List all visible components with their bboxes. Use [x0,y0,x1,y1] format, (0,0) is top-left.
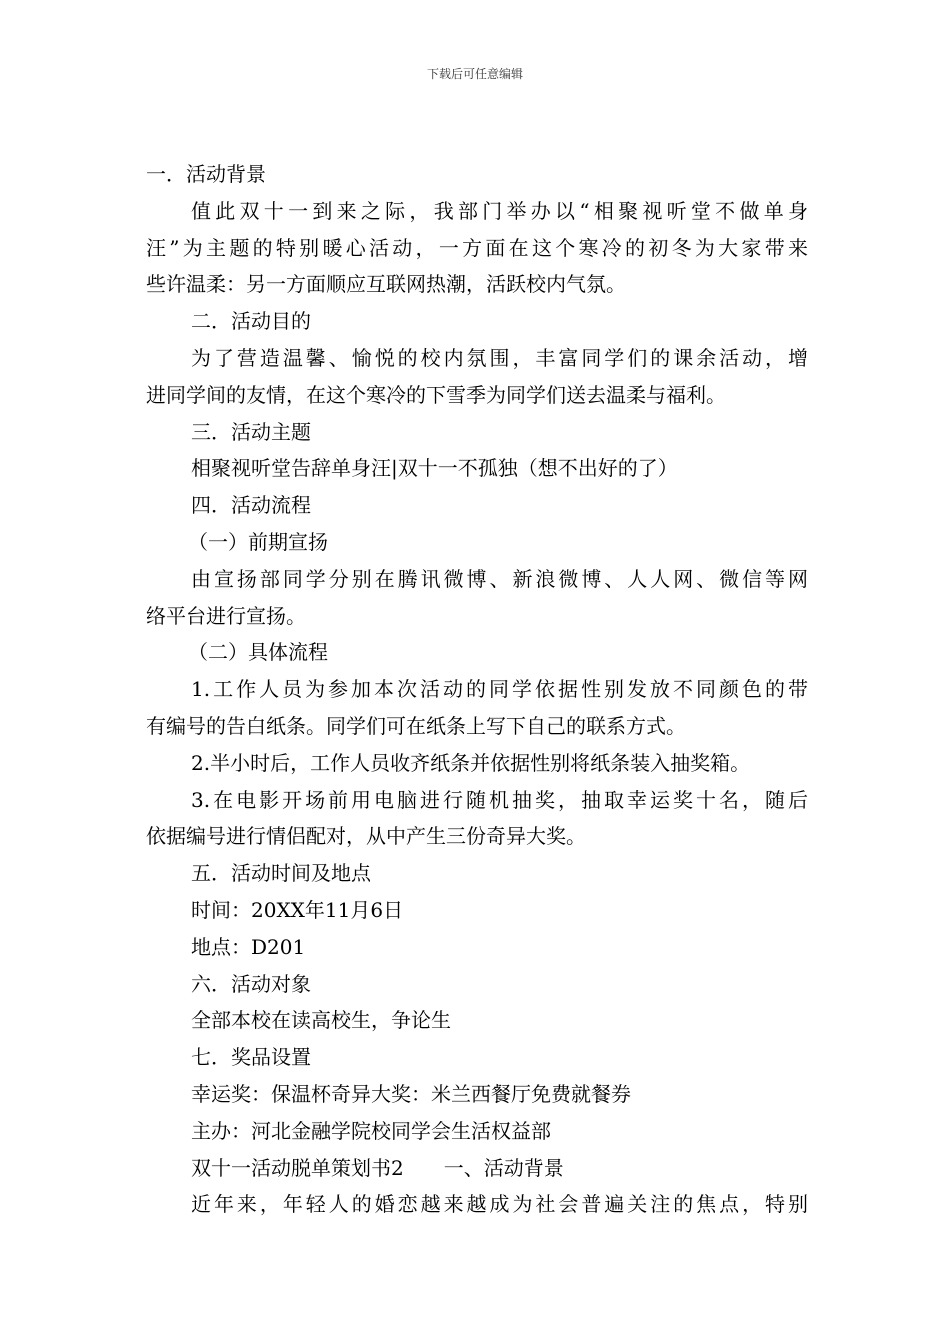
section-heading-background-2: 一、活动背景 [443,1155,564,1180]
subsection-heading: （一）前期宣扬 [188,529,328,554]
paragraph-line: 络平台进行宣扬。 [146,603,306,628]
subsection-heading: （二）具体流程 [188,640,328,665]
paragraph-line: 汪”为主题的特别暖心活动，一方面在这个寒冷的初冬为大家带来 [146,235,808,260]
paragraph-line: 相聚视听堂告辞单身汪|双十一不孤独（想不出好的了） [191,456,678,481]
paragraph-line: 进同学间的友情，在这个寒冷的下雪季为同学们送去温柔与福利。 [146,382,726,407]
paragraph-line: 3.在电影开场前用电脑进行随机抽奖，抽取幸运奖十名，随后 [191,787,808,812]
paragraph-line: 由宣扬部同学分别在腾讯微博、新浪微博、人人网、微信等网 [191,566,808,591]
paragraph-line: 值此双十一到来之际，我部门举办以“相聚视听堂不做单身 [191,198,808,223]
paragraph-line: 幸运奖：保温杯奇异大奖：米兰西餐厅免费就餐券 [191,1081,631,1106]
paragraph-line: 全部本校在读高校生，争论生 [191,1008,451,1033]
page-header: 下载后可任意编辑 [426,67,523,81]
paragraph-line: 有编号的告白纸条。同学们可在纸条上写下自己的联系方式。 [146,713,686,738]
document-subtitle-line [146,1150,808,1187]
section-heading-theme: 三．活动主题 [191,419,311,444]
section-heading-purpose: 二．活动目的 [191,309,311,334]
section-heading-background: 一．活动背景 [146,162,266,186]
paragraph-line: 地点：D201 [191,934,306,959]
paragraph-line: 近年来，年轻人的婚恋越来越成为社会普遍关注的焦点，特别 [191,1192,808,1217]
paragraph-line: 些许温柔：另一方面顺应互联网热潮，活跃校内气氛。 [146,272,626,297]
paragraph-line: 依据编号进行情侣配对，从中产生三份奇异大奖。 [146,824,586,849]
paragraph-line: 2.半小时后，工作人员收齐纸条并依据性别将纸条装入抽奖箱。 [191,750,751,775]
paragraph-line: 为了营造温馨、愉悦的校内氛围，丰富同学们的课余活动，增 [191,345,808,370]
section-heading-audience: 六．活动对象 [191,971,311,996]
document-subtitle: 双十一活动脱单策划书2 [191,1155,404,1180]
paragraph-line: 1.工作人员为参加本次活动的同学依据性别发放不同颜色的带 [191,677,808,702]
section-heading-time-place: 五．活动时间及地点 [191,861,371,886]
section-heading-prizes: 七．奖品设置 [191,1045,311,1070]
document-body [146,156,808,1223]
paragraph-line: 主办：河北金融学院校同学会生活权益部 [191,1118,551,1143]
section-heading-process: 四．活动流程 [191,493,311,518]
paragraph-line: 时间：20XX年11月6日 [191,897,404,922]
